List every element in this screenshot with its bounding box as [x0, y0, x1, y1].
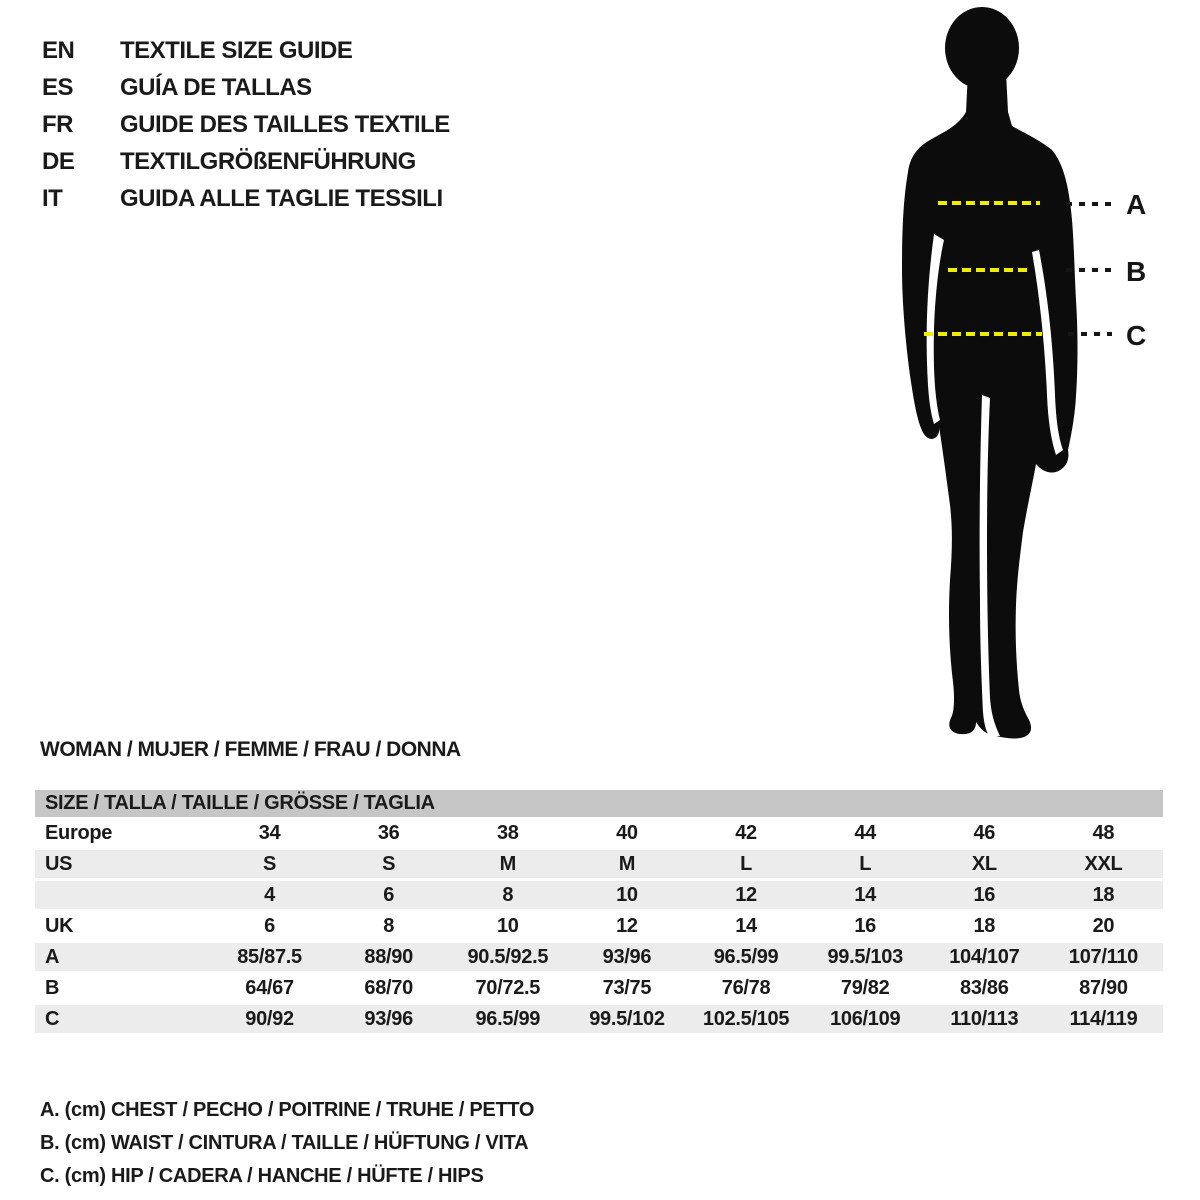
table-cell: 99.5/103	[827, 946, 903, 968]
table-cell: 96.5/99	[713, 946, 779, 968]
language-title: GUÍA DE TALLAS	[120, 74, 312, 101]
language-title: TEXTILE SIZE GUIDE	[120, 37, 353, 64]
table-cell: 76/78	[721, 977, 771, 999]
measure-label-b: B	[1126, 256, 1147, 287]
table-cell: 10	[616, 884, 638, 906]
language-code: ES	[42, 74, 74, 101]
table-cell: 6	[264, 915, 275, 937]
table-cell: 12	[735, 884, 757, 906]
table-cell: 64/67	[245, 977, 294, 999]
table-cell: 8	[383, 915, 395, 937]
language-row	[42, 180, 450, 217]
table-cell: 96.5/99	[475, 1008, 541, 1030]
table-cell: 107/110	[1068, 946, 1138, 968]
legend-line: B. (cm) WAIST / CINTURA / TAILLE / HÜFTUNG / VITA	[40, 1132, 529, 1154]
table-row	[35, 974, 1163, 1002]
table-row	[35, 1005, 1163, 1033]
table-cell: 79/82	[840, 977, 890, 999]
table-cell: S	[263, 853, 277, 875]
table-cell: 4	[264, 884, 275, 906]
language-code: FR	[42, 111, 73, 138]
table-cell: M	[618, 853, 636, 875]
language-row	[42, 69, 450, 106]
measurement-legend	[40, 1094, 534, 1193]
table-cell: 85/87.5	[237, 946, 302, 968]
table-cell: 16	[973, 884, 996, 906]
table-row	[35, 943, 1163, 971]
table-cell: L	[859, 853, 872, 875]
size-table	[35, 790, 1163, 1036]
woman-silhouette-svg	[860, 0, 1200, 740]
table-row	[35, 912, 1163, 940]
table-cell: 87/90	[1079, 977, 1128, 999]
table-cell: 36	[377, 822, 400, 844]
language-code: IT	[42, 185, 63, 212]
table-cell: 40	[616, 822, 638, 844]
table-cell: 104/107	[949, 946, 1020, 968]
table-row-label	[35, 881, 210, 909]
table-cell: 18	[1092, 884, 1115, 906]
table-cell: 93/96	[364, 1008, 413, 1030]
table-cell: 90.5/92.5	[467, 946, 549, 968]
language-title-list	[42, 32, 450, 217]
language-row	[42, 32, 450, 69]
legend-line: C. (cm) HIP / CADERA / HANCHE / HÜFTE / HIPS	[40, 1165, 484, 1187]
table-cell: XXL	[1084, 853, 1123, 875]
language-title: GUIDA ALLE TAGLIE TESSILI	[120, 185, 443, 212]
table-cell: 110/113	[950, 1008, 1019, 1030]
section-title-woman: WOMAN / MUJER / FEMME / FRAU / DONNA	[40, 738, 461, 761]
woman-silhouette-figure	[860, 0, 1200, 740]
measure-labels-group	[1126, 189, 1146, 351]
size-table-rows	[35, 819, 1163, 1033]
table-row-label: B	[45, 977, 60, 999]
table-cell: 42	[735, 822, 757, 844]
language-row	[42, 106, 450, 143]
table-cell: 12	[616, 915, 638, 937]
table-cell: 34	[258, 822, 281, 844]
table-cell: 90/92	[245, 1008, 294, 1030]
size-table-header: SIZE / TALLA / TAILLE / GRÖSSE / TAGLIA	[35, 790, 1163, 817]
table-cell: 99.5/102	[589, 1008, 665, 1030]
table-row-label: UK	[45, 915, 74, 937]
language-code: EN	[42, 37, 75, 64]
table-row	[35, 850, 1163, 878]
measure-label-c: C	[1126, 320, 1147, 351]
table-cell: 18	[973, 915, 996, 937]
table-row-label: Europe	[45, 822, 113, 844]
table-cell: 102.5/105	[702, 1008, 790, 1030]
table-cell: 88/90	[364, 946, 413, 968]
silhouette-group	[902, 7, 1078, 738]
table-cell: 68/70	[364, 977, 413, 999]
table-cell: 38	[496, 822, 519, 844]
table-cell: 114/119	[1069, 1008, 1138, 1030]
table-cell: 6	[383, 884, 395, 906]
language-title: GUIDE DES TAILLES TEXTILE	[120, 111, 450, 138]
table-cell: 83/86	[960, 977, 1009, 999]
table-cell: 14	[735, 915, 757, 937]
table-row-label: US	[45, 853, 73, 875]
table-cell: 16	[854, 915, 877, 937]
table-cell: L	[740, 853, 753, 875]
table-row-label: A	[45, 946, 60, 968]
measure-label-a: A	[1126, 189, 1147, 220]
table-cell: 44	[854, 822, 877, 844]
table-cell: 8	[502, 884, 514, 906]
table-cell: M	[499, 853, 516, 875]
legend-line: A. (cm) CHEST / PECHO / POITRINE / TRUHE / PETTO	[40, 1099, 535, 1121]
table-cell: 20	[1092, 915, 1115, 937]
table-cell: 48	[1092, 822, 1115, 844]
table-cell: S	[382, 853, 396, 875]
table-row-label: C	[45, 1008, 60, 1030]
table-cell: 70/72.5	[475, 977, 541, 999]
language-title: TEXTILGRÖßENFÜHRUNG	[120, 148, 416, 175]
table-cell: 73/75	[602, 977, 652, 999]
table-row	[35, 819, 1163, 847]
table-cell: 10	[496, 915, 519, 937]
table-cell: XL	[971, 853, 997, 875]
language-code: DE	[42, 148, 75, 175]
table-cell: 93/96	[602, 946, 652, 968]
table-row	[35, 881, 1163, 909]
table-cell: 14	[854, 884, 877, 906]
table-cell: 46	[973, 822, 996, 844]
table-cell: 106/109	[830, 1008, 901, 1030]
language-row	[42, 143, 450, 180]
